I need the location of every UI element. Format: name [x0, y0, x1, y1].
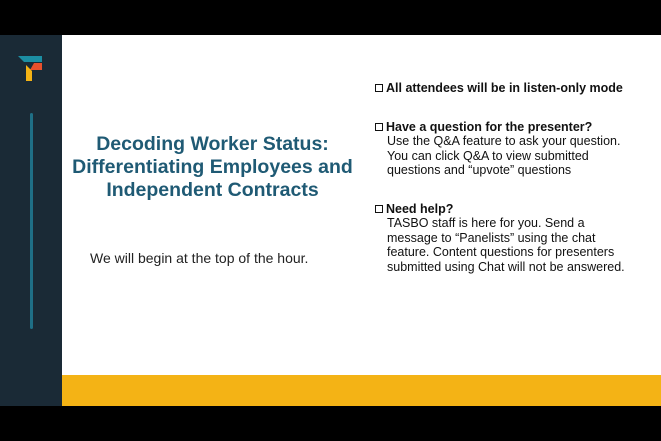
checkbox-bullet-icon	[375, 205, 383, 213]
bullet-heading: Need help?	[386, 201, 454, 216]
tasbo-logo	[16, 54, 44, 82]
sidebar-accent-line	[30, 113, 33, 329]
bullet-item	[375, 202, 630, 275]
bullet-body: TASBO staff is here for you. Send a message to “Panelists” using the chat feature. Content questions for presenters submitted using Chat will not be answered.	[387, 216, 625, 274]
bullet-heading: All attendees will be in listen-only mode	[386, 81, 623, 95]
bullet-heading: Have a question for the presenter?	[386, 119, 593, 134]
bullet-body: Use the Q&A feature to ask your question. You can click Q&A to view submitted questions and “upvote” questions	[387, 134, 621, 177]
slide-subtitle: We will begin at the top of the hour.	[90, 250, 309, 266]
bullet-list	[375, 81, 630, 298]
checkbox-bullet-icon	[375, 84, 383, 92]
bullet-item	[375, 120, 630, 178]
slide-footer-bar	[62, 375, 661, 406]
slide-sidebar	[0, 35, 62, 406]
slide-title: Decoding Worker Status: Differentiating Employees and Independent Contracts	[72, 133, 353, 201]
checkbox-bullet-icon	[375, 123, 383, 131]
presentation-slide	[0, 35, 661, 406]
bullet-item	[375, 81, 630, 96]
